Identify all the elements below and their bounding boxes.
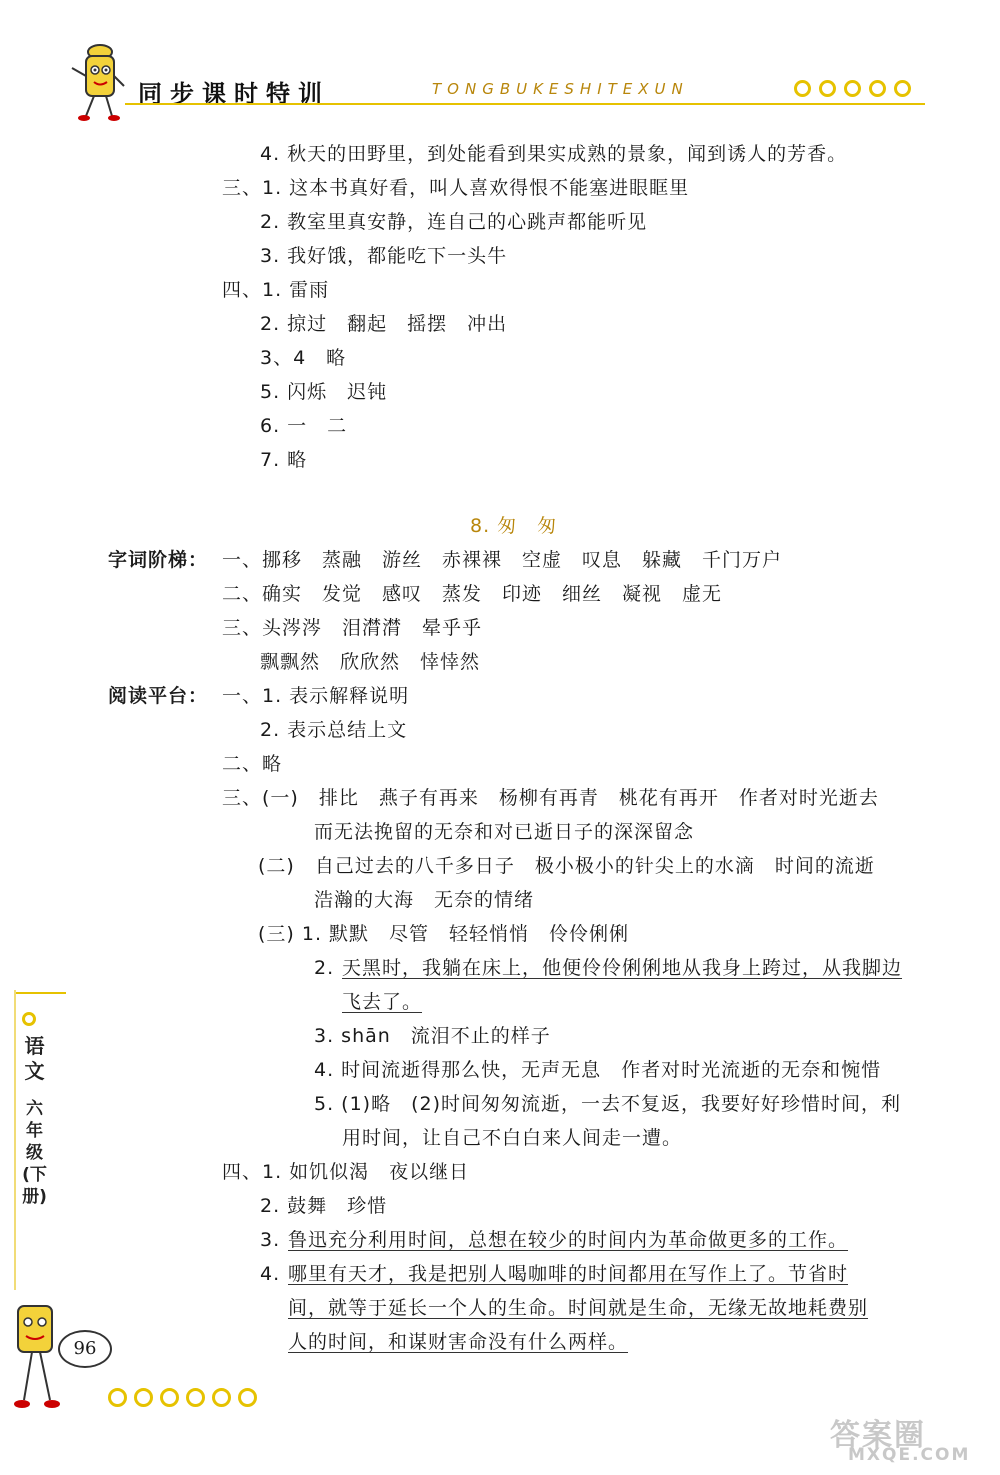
reading-line: 4. 时间流逝得那么快，无声无息 作者对时光流逝的无奈和惋惜 (314, 1059, 882, 1081)
reading-num: 3. (260, 1229, 281, 1251)
header-pinyin: TONGBUKESHITEXUN (432, 80, 689, 98)
footer-ring-icon (134, 1388, 153, 1407)
reading-line: 一、1. 表示解释说明 (222, 685, 410, 707)
reading-underlined-line: 间，就等于延长一个人的生命。时间就是生命，无缘无故地耗费别 (288, 1297, 869, 1319)
vocab-label: 字词阶梯： (108, 549, 209, 571)
sidebar-grade: 六年级(下册) (22, 1099, 47, 1207)
reading-underlined-line: 飞去了。 (342, 991, 423, 1013)
footer-ring-icon (160, 1388, 179, 1407)
page-number: 96 (58, 1330, 112, 1368)
reading-line: 3. shān 流泪不止的样子 (314, 1025, 551, 1047)
footer-ring-icon (186, 1388, 205, 1407)
reading-line: 用时间，让自己不白白来人间走一遭。 (342, 1127, 683, 1149)
vocab-line: 一、挪移 蒸融 游丝 赤裸裸 空虚 叹息 躲藏 千门万户 (222, 549, 783, 571)
header-rule (125, 103, 925, 105)
answer-line: 四、1. 雷雨 (222, 279, 330, 301)
sidebar-subject: 语文 (24, 1034, 45, 1083)
answer-line: 2. 掠过 翻起 摇摆 冲出 (260, 313, 508, 335)
watermark: 答案圈 (830, 1418, 926, 1453)
reading-line: 浩瀚的大海 无奈的情绪 (314, 889, 535, 911)
vocab-line: 飘飘然 欣欣然 悻悻然 (260, 651, 481, 673)
vocab-line: 二、确实 发觉 感叹 蒸发 印迹 细丝 凝视 虚无 (222, 583, 723, 605)
header-ring-icon (894, 80, 911, 97)
footer-mascot-icon (10, 1300, 70, 1430)
reading-line: (三) 1. 默默 尽管 轻轻悄悄 伶伶俐俐 (258, 923, 630, 945)
reading-underlined-line: 鲁迅充分利用时间，总想在较少的时间内为革命做更多的工作。 (288, 1229, 849, 1251)
reading-num: 4. (260, 1263, 281, 1285)
header-ring-icon (844, 80, 861, 97)
answer-line: 6. 一 二 (260, 415, 348, 437)
reading-label: 阅读平台： (108, 685, 209, 707)
mascot-icon (66, 40, 128, 122)
sidebar-rule (14, 992, 66, 994)
reading-line: (二) 自己过去的八千多日子 极小极小的针尖上的水滴 时间的流逝 (258, 855, 875, 877)
footer-ring-icon (108, 1388, 127, 1407)
reading-line: 四、1. 如饥似渴 夜以继日 (222, 1161, 470, 1183)
vocab-line: 三、头涔涔 泪潸潸 晕乎乎 (222, 617, 483, 639)
answer-line: 4. 秋天的田野里，到处能看到果实成熟的景象，闻到诱人的芳香。 (260, 143, 848, 165)
header-ring-icon (794, 80, 811, 97)
answer-line: 3、4 略 (260, 347, 347, 369)
reading-underlined-line: 人的时间，和谋财害命没有什么两样。 (288, 1331, 629, 1353)
watermark-url: MXQE.COM (848, 1445, 971, 1465)
reading-line: 而无法挽留的无奈和对已逝日子的深深留念 (314, 821, 695, 843)
answer-line: 5. 闪烁 迟钝 (260, 381, 388, 403)
answer-line: 7. 略 (260, 449, 308, 471)
header-ring-icon (819, 80, 836, 97)
footer-ring-icon (238, 1388, 257, 1407)
footer-ring-icon (212, 1388, 231, 1407)
reading-underlined-line: 天黑时，我躺在床上，他便伶伶俐俐地从我身上跨过，从我脚边 (342, 957, 903, 979)
answer-line: 3. 我好饿，都能吃下一头牛 (260, 245, 508, 267)
lesson-title: 8. 匆 匆 (470, 515, 558, 537)
reading-line: 二、略 (222, 753, 283, 775)
sidebar-dot-icon (22, 1012, 36, 1026)
sidebar-vline (14, 990, 16, 1290)
reading-underlined-line: 哪里有天才，我是把别人喝咖啡的时间都用在写作上了。节省时 (288, 1263, 849, 1285)
reading-line: 三、(一) 排比 燕子有再来 杨柳有再青 桃花有再开 作者对时光逝去 (222, 787, 879, 809)
reading-line: 5. (1)略 (2)时间匆匆流逝，一去不复返，我要好好珍惜时间，利 (314, 1093, 901, 1115)
reading-line: 2. 表示总结上文 (260, 719, 408, 741)
header-title: 同步课时特训 (138, 80, 330, 108)
answer-line: 三、1. 这本书真好看，叫人喜欢得恨不能塞进眼眶里 (222, 177, 690, 199)
answer-line: 2. 教室里真安静，连自己的心跳声都能听见 (260, 211, 648, 233)
header-ring-icon (869, 80, 886, 97)
reading-num: 2. (314, 957, 335, 979)
reading-line: 2. 鼓舞 珍惜 (260, 1195, 388, 1217)
